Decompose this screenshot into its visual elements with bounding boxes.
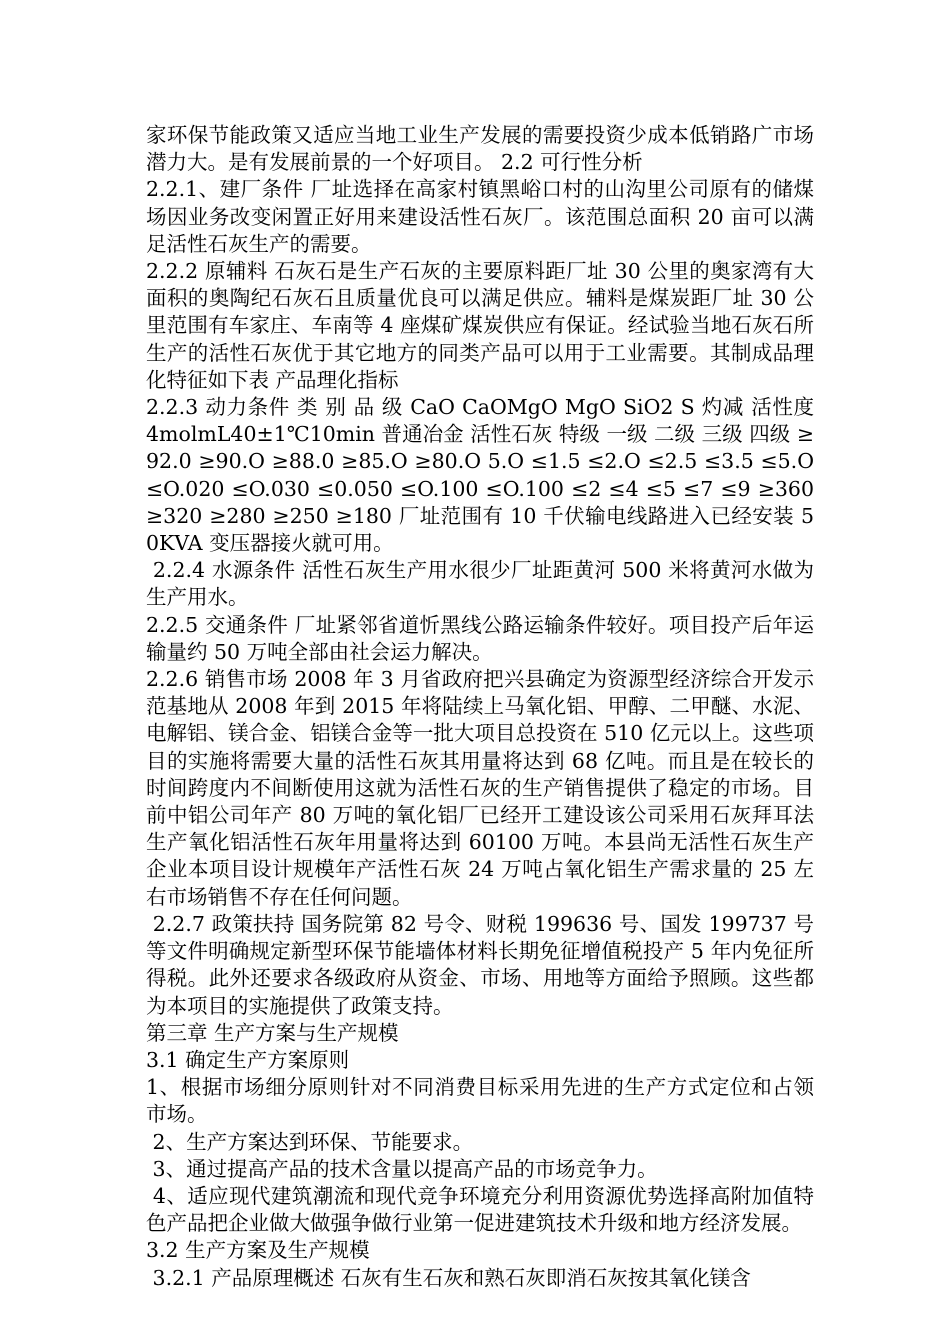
principle-item-2: 2、生产方案达到环保、节能要求。: [146, 1129, 474, 1154]
paragraph-power-conditions: 2.2.3 动力条件 类 别 品 级 CaO CaOMgO MgO SiO2 S 灼减 活性度 4molmL40±1℃10min 普通冶金 活性石灰 特级 一级 二级 三级 四级 ≥92.0 ≥90.O ≥88.0 ≥85.O ≥80.O 5.O ≤1.5 ≤2.O ≤2.5 ≤3.5 ≤5.O ≤O.020 ≤O.030 ≤0.050 ≤O.100 ≤O.100 ≤2 ≤4 ≤5 ≤7 ≤9 ≥360 ≥320 ≥280 ≥250 ≥180 厂址范围有 10 千伏输电线路进入已经安装 50KVA 变压器接火就可用。: [146, 395, 821, 556]
chapter-three-heading: 第三章 生产方案与生产规模: [146, 1020, 399, 1045]
principle-item-1: 1、根据市场细分原则针对不同消费目标采用先进的生产方式定位和占领市场。: [146, 1075, 814, 1127]
principle-item-4: 4、适应现代建筑潮流和现代竞争环境充分利用资源优势选择高附加值特色产品把企业做大做强争做行业第一促进建筑技术升级和地方经济发展。: [146, 1183, 814, 1236]
section-3-1-heading: 3.1 确定生产方案原则: [146, 1047, 350, 1072]
section-3-2-heading: 3.2 生产方案及生产规模: [146, 1238, 370, 1263]
paragraph-sales-market: 2.2.6 销售市场 2008 年 3 月省政府把兴县确定为资源型经济综合开发示范基地从 2008 年到 2015 年将陆续上马氧化铝、甲醇、二甲醚、水泥、电解铝、镁合金、铝镁合金等一批大项目总投资在 510 亿元以上。这些项目的实施将需要大量的活性石灰其用量将达到 68 亿吨。而且是在较长的时间跨度内不间断使用这就为活性石灰的生产销售提供了稳定的市场。目前中铝公司年产 80 万吨的氧化铝厂已经开工建设该公司采用石灰拜耳法生产氧化铝活性石灰年用量将达到 60100 万吨。本县尚无活性石灰生产企业本项目设计规模年产活性石灰 24 万吨占氧化铝生产需求量的 25 左右市场销售不存在任何问题。: [146, 667, 814, 909]
paragraph-policy-support: 2.2.7 政策扶持 国务院第 82 号令、财税 199636 号、国发 199737 号等文件明确规定新型环保节能墙体材料长期免征增值税投产 5 年内免征所得税。此外还要求各级政府从资金、市场、用地等方面给予照顾。这些都为本项目的实施提供了政策支持。: [146, 911, 814, 1018]
principle-item-3: 3、通过提高产品的技术含量以提高产品的市场竞争力。: [146, 1156, 658, 1181]
paragraph-transport: 2.2.5 交通条件 厂址紧邻省道忻黑线公路运输条件较好。项目投产后年运输量约 50 万吨全部由社会运力解决。: [146, 612, 814, 664]
paragraph-product-principle: 3.2.1 产品原理概述 石灰有生石灰和熟石灰即消石灰按其氧化镁含: [146, 1265, 751, 1290]
paragraph-feasibility-intro: 家环保节能政策又适应当地工业生产发展的需要投资少成本低销路广市场潜力大。是有发展前景的一个好项目。 2.2 可行性分析: [146, 123, 814, 175]
paragraph-site-conditions: 2.2.1、建厂条件 厂址选择在高家村镇黑峪口村的山沟里公司原有的储煤场因业务改变闲置正好用来建设活性石灰厂。该范围总面积 20 亩可以满足活性石灰生产的需要。: [146, 177, 814, 256]
paragraph-raw-materials: 2.2.2 原辅料 石灰石是生产石灰的主要原料距厂址 30 公里的奥家湾有大面积的奥陶纪石灰石且质量优良可以满足供应。辅料是煤炭距厂址 30 公里范围有车家庄、车南等 4 座煤矿煤炭供应有保证。经试验当地石灰石所生产的活性石灰优于其它地方的同类产品可以用于工业需要。其制成品理化特征如下表 产品理化指标: [146, 259, 814, 392]
paragraph-water-source: 2.2.4 水源条件 活性石灰生产用水很少厂址距黄河 500 米将黄河水做为 生产用水。: [146, 558, 821, 610]
document-body: [146, 122, 821, 1292]
